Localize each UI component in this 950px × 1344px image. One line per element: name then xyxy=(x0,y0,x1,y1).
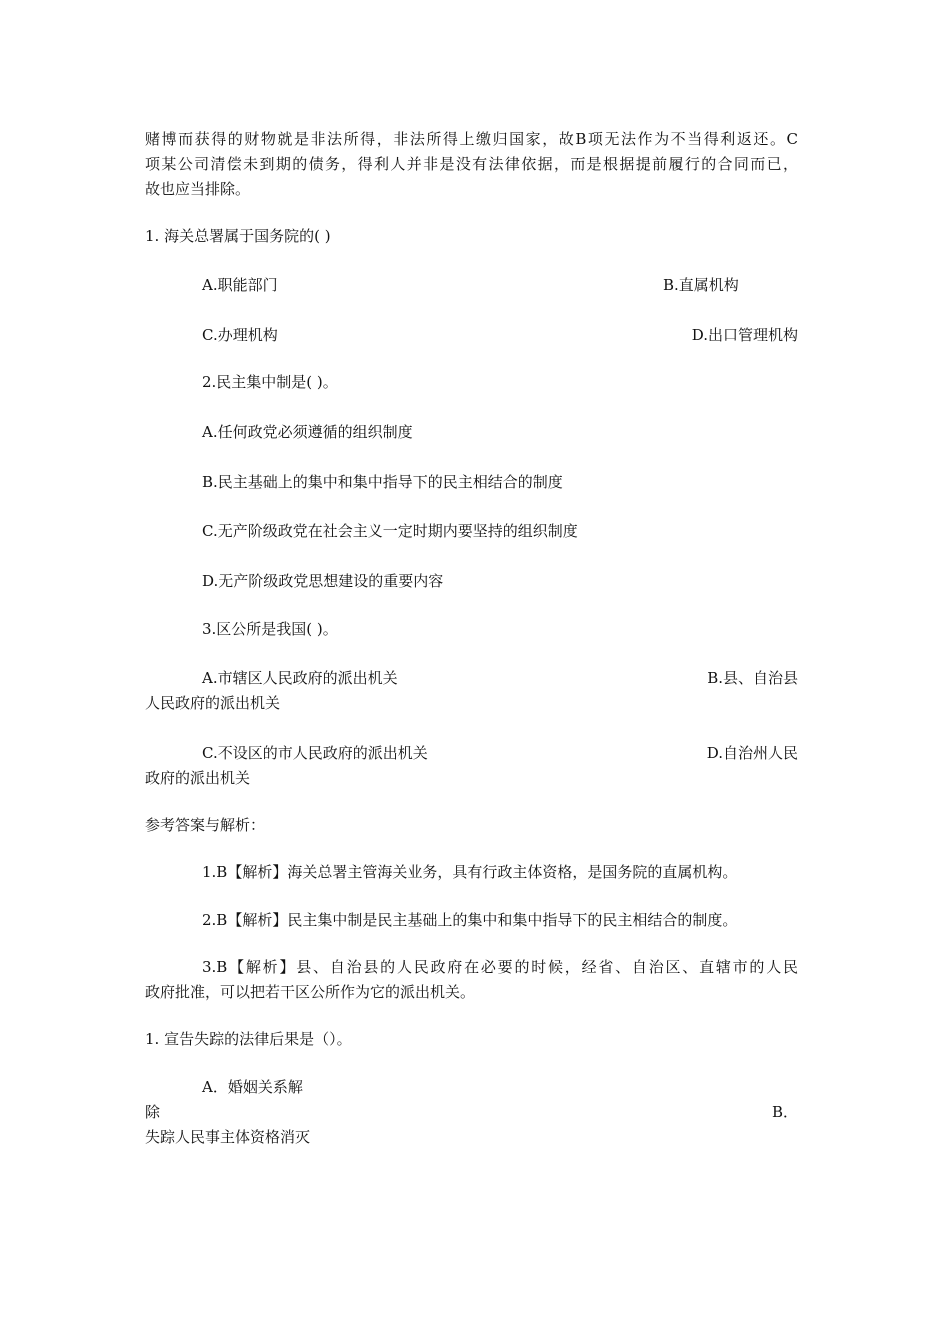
q4-option-b-continued: 失踪人民事主体资格消灭 xyxy=(145,1128,311,1146)
intro-line-2: 项某公司清偿未到期的债务，得利人并非是没有法律依据，而是根据提前履行的合同而已， xyxy=(145,155,798,173)
answer-3-line-2: 政府批准，可以把若干区公所作为它的派出机关。 xyxy=(145,983,476,1001)
q2-option-a: A.任何政党必须遵循的组织制度 xyxy=(202,423,413,441)
q2-option-d: D.无产阶级政党思想建设的重要内容 xyxy=(202,572,444,590)
q3-option-b-continued: 人民政府的派出机关 xyxy=(145,694,281,712)
q3-option-b: B.县、自治县 xyxy=(707,669,798,687)
answer-2: 2.B【解析】民主集中制是民主基础上的集中和集中指导下的民主相结合的制度。 xyxy=(202,911,738,929)
q1-option-c: C.办理机构 xyxy=(202,326,278,344)
intro-line-3: 故也应当排除。 xyxy=(145,180,251,198)
q4-option-b: B． xyxy=(772,1103,799,1121)
q3-option-c: C.不设区的市人民政府的派出机关 xyxy=(202,744,428,762)
q3-option-d: D.自治州人民 xyxy=(706,744,798,762)
intro-line-1: 赌博而获得的财物就是非法所得，非法所得上缴归国家，故B项无法作为不当得利返还。C xyxy=(145,130,798,148)
answer-1: 1.B【解析】海关总署主管海关业务，具有行政主体资格，是国务院的直属机构。 xyxy=(202,863,738,881)
q2-stem: 2.民主集中制是( )。 xyxy=(202,373,338,391)
q1-stem: 1. 海关总署属于国务院的( ) xyxy=(145,227,331,245)
q1-option-a: A.职能部门 xyxy=(202,276,278,294)
q3-option-a: A.市辖区人民政府的派出机关 xyxy=(202,669,398,687)
q2-option-b: B.民主基础上的集中和集中指导下的民主相结合的制度 xyxy=(202,473,563,491)
q3-stem: 3.区公所是我国( )。 xyxy=(202,620,338,638)
q3-option-d-continued: 政府的派出机关 xyxy=(145,769,251,787)
q4-stem: 1. 宣告失踪的法律后果是（）。 xyxy=(145,1030,352,1048)
answer-3-line-1: 3.B【解析】县、自治县的人民政府在必要的时候，经省、自治区、直辖市的人民 xyxy=(202,958,798,976)
q2-option-c: C.无产阶级政党在社会主义一定时期内要坚持的组织制度 xyxy=(202,522,578,540)
q4-option-a-continued: 除 xyxy=(145,1103,161,1121)
answers-heading: 参考答案与解析： xyxy=(145,816,266,834)
q4-option-a: A．婚姻关系解 xyxy=(202,1078,303,1096)
q1-option-b: B.直属机构 xyxy=(663,276,739,294)
q1-option-d: D.出口管理机构 xyxy=(691,326,798,344)
